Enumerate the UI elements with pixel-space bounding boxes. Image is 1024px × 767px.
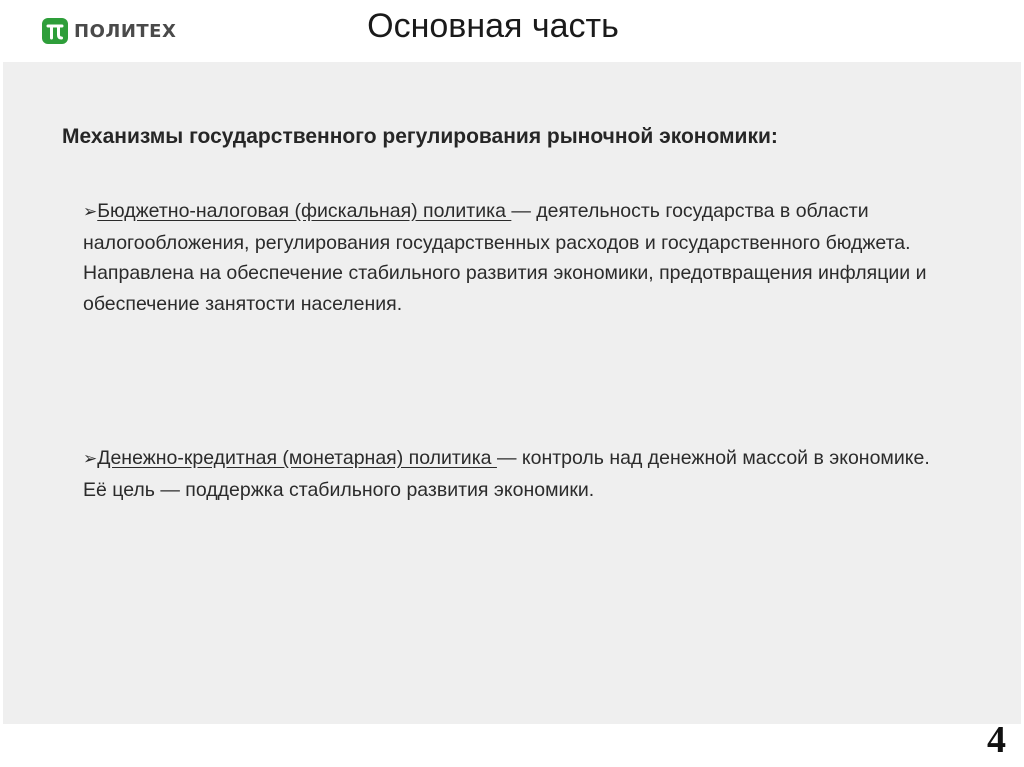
content-area — [3, 62, 1021, 724]
bullet-fiscal-policy — [83, 196, 953, 319]
bullet-text: — контроль над денежной массой в экономике. Её цель — поддержка стабильного развития экономики. — [83, 447, 930, 501]
bullet-text: — деятельность государства в области налогообложения, регулирования государственных расходов и государственного бюджета. Направлена на обеспечение стабильного развития экономики, предотвращения инфляции и обеспечение занятости населения. — [83, 200, 927, 315]
logo-text: ПОЛИТЕХ — [74, 20, 177, 42]
bullet-term: Бюджетно-налоговая (фискальная) политика — [97, 200, 512, 222]
slide-title: Основная часть — [367, 7, 619, 45]
bullet-term: Денежно-кредитная (монетарная) политика — [97, 447, 497, 469]
arrow-bullet-icon: ➢ — [83, 449, 98, 469]
header — [0, 0, 1024, 62]
footer — [0, 724, 1024, 767]
section-subtitle: Механизмы государственного регулирования рыночной экономики: — [62, 125, 778, 148]
page-number: 4 — [987, 719, 1006, 761]
arrow-bullet-icon: ➢ — [83, 202, 98, 222]
bullet-monetary-policy — [83, 443, 953, 505]
